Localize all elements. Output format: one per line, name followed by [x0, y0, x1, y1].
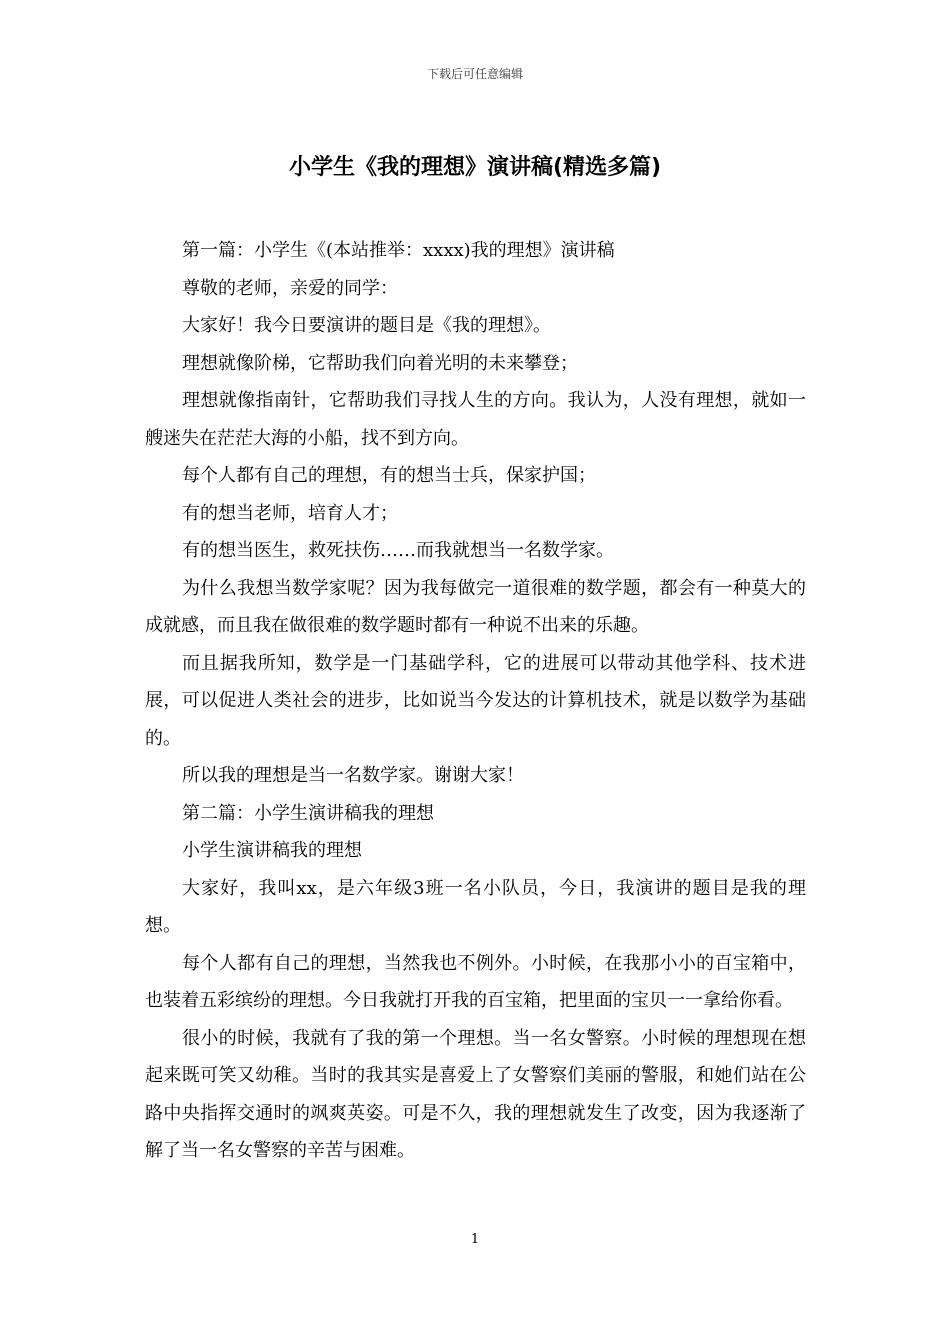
paragraph: 很小的时候，我就有了我的第一个理想。当一名女警察。小时候的理想现在想起来既可笑又幼稚。当时的我其实是喜爱上了女警察们美丽的警服，和她们站在公路中央指挥交通时的飒爽英姿。可是不久，我的理想就发生了改变，因为我逐渐了解了当一名女警察的辛苦与困难。	[145, 1027, 806, 1161]
header-note: 下载后可任意编辑	[426, 67, 523, 81]
paragraph: 为什么我想当数学家呢？因为我每做完一道很难的数学题，都会有一种莫大的成就感，而且我在做很难的数学题时都有一种说不出来的乐趣。	[145, 577, 806, 636]
page-number: 1	[470, 1232, 480, 1247]
paragraph: 尊敬的老师，亲爱的同学：	[182, 277, 398, 299]
paragraph: 每个人都有自己的理想，当然我也不例外。小时候，在我那小小的百宝箱中，也装着五彩缤纷的理想。今日我就打开我的百宝箱，把里面的宝贝一一拿给你看。	[145, 952, 806, 1011]
paragraph: 理想就像阶梯，它帮助我们向着光明的未来攀登；	[182, 352, 578, 374]
document-title: 小学生《我的理想》演讲稿(精选多篇)	[288, 155, 662, 180]
paragraph: 每个人都有自己的理想，有的想当士兵，保家护国；	[182, 465, 596, 486]
paragraph: 有的想当医生，救死扶伤……而我就想当一名数学家。	[182, 540, 614, 561]
paragraph: 大家好，我叫xx，是六年级3班一名小队员，今日，我演讲的题目是我的理想。	[145, 877, 806, 936]
paragraph: 有的想当老师，培育人才；	[182, 502, 398, 524]
paragraph: 理想就像指南针，它帮助我们寻找人生的方向。我认为，人没有理想，就如一艘迷失在茫茫大海的小船，找不到方向。	[145, 390, 806, 449]
paragraph: 小学生演讲稿我的理想	[182, 840, 362, 861]
paragraph: 第二篇：小学生演讲稿我的理想	[182, 802, 434, 824]
paragraph: 而且据我所知，数学是一门基础学科，它的进展可以带动其他学科、技术进展，可以促进人类社会的进步，比如说当今发达的计算机技术，就是以数学为基础的。	[145, 652, 806, 749]
body-text	[145, 232, 806, 1170]
paragraph: 所以我的理想是当一名数学家。谢谢大家！	[182, 765, 524, 786]
paragraph: 大家好！我今日要演讲的题目是《我的理想》。	[182, 315, 551, 336]
paragraph: 第一篇：小学生《(本站推举：xxxx)我的理想》演讲稿	[182, 240, 615, 261]
